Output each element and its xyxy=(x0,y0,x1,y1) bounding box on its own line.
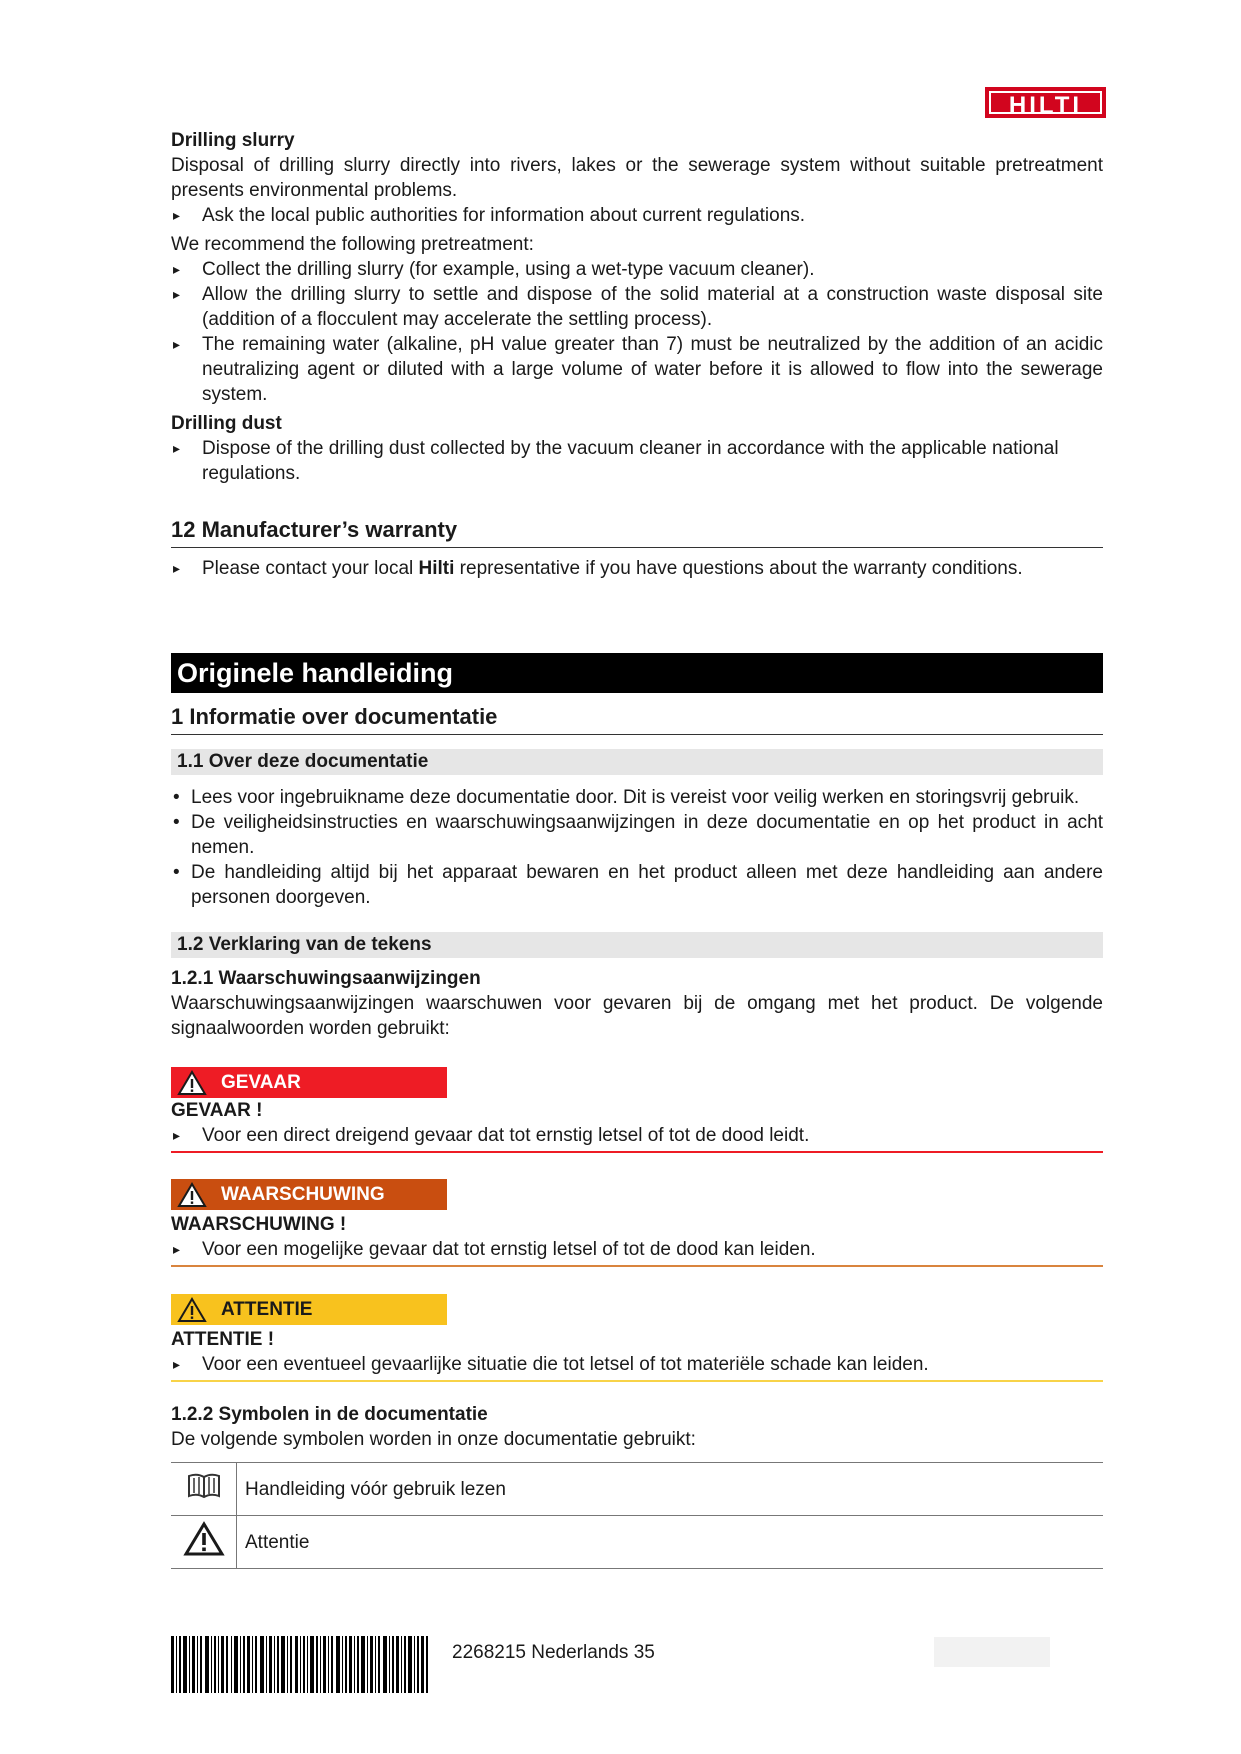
drilling-slurry-heading: Drilling slurry xyxy=(171,130,295,151)
warning-signal-label xyxy=(171,1179,447,1210)
drilling-dust-heading: Drilling dust xyxy=(171,413,282,434)
caution-signal-label xyxy=(171,1294,447,1325)
list-item: ▸ Ask the local public authorities for information about current regulations. xyxy=(171,203,1103,228)
warning-icon xyxy=(183,1521,225,1557)
table-row xyxy=(171,1463,1103,1516)
section1-heading: 1 Informatie over documentatie xyxy=(171,703,1103,735)
list-item: • De veiligheidsinstructies en waarschuwingsaanwijzingen in deze documentatie en op het product in acht nemen. xyxy=(171,810,1103,860)
barcode xyxy=(171,1636,428,1693)
section-banner: Originele handleiding xyxy=(171,653,1103,693)
danger-signal-label xyxy=(171,1067,447,1098)
warranty-list xyxy=(171,556,1103,581)
list-item: ▸ Voor een eventueel gevaarlijke situatie die tot letsel of tot materiële schade kan leiden. xyxy=(171,1352,1103,1377)
warning-title: WAARSCHUWING ! xyxy=(171,1214,347,1235)
list-item: • Lees voor ingebruikname deze documentatie door. Dit is vereist voor veilig werken en storingsvrij gebruik. xyxy=(171,785,1103,810)
list-item: ▸ Voor een direct dreigend gevaar dat tot ernstig letsel of tot de dood leidt. xyxy=(171,1123,1103,1148)
warranty-heading: 12 Manufacturer’s warranty xyxy=(171,516,1103,548)
section1-2-1-heading: 1.2.1 Waarschuwingsaanwijzingen xyxy=(171,968,481,989)
danger-title: GEVAAR ! xyxy=(171,1100,263,1121)
list-item: • De handleiding altijd bij het apparaat bewaren en het product alleen met deze handleiding aan andere personen doorgeven. xyxy=(171,860,1103,910)
caution-title: ATTENTIE ! xyxy=(171,1329,275,1350)
page-footer: 2268215 Nederlands 35 xyxy=(452,1642,655,1663)
footer-placeholder-box xyxy=(934,1637,1050,1667)
drilling-slurry-bullet-list xyxy=(171,203,1103,228)
symbols-intro: De volgende symbolen worden in onze documentatie gebruikt: xyxy=(171,1429,696,1450)
danger-label-text: GEVAAR xyxy=(221,1072,301,1093)
caution-block xyxy=(171,1352,1103,1382)
warning-icon xyxy=(177,1182,207,1208)
warranty-text-start: Please contact your local xyxy=(202,558,419,579)
hilti-logo: HILTI xyxy=(985,87,1106,118)
warning-icon xyxy=(177,1297,207,1323)
documentation-bullets xyxy=(171,785,1103,910)
book-icon xyxy=(185,1471,223,1501)
section1-2-heading: 1.2 Verklaring van de tekens xyxy=(171,932,1103,958)
drilling-dust-list xyxy=(171,436,1103,486)
section1-2-2-heading: 1.2.2 Symbolen in de documentatie xyxy=(171,1404,488,1425)
symbol-description: Handleiding vóór gebruik lezen xyxy=(237,1463,1104,1516)
warning-intro: Waarschuwingsaanwijzingen waarschuwen voor gevaren bij de omgang met het product. De volgende signaalwoorden worden gebruikt: xyxy=(171,993,1103,1039)
table-row xyxy=(171,1516,1103,1569)
drilling-slurry-intro: Disposal of drilling slurry directly into rivers, lakes or the sewerage system without suitable pretreatment presents environmental problems. xyxy=(171,155,1103,201)
symbol-description: Attentie xyxy=(237,1516,1104,1569)
section1-1-heading: 1.1 Over deze documentatie xyxy=(171,749,1103,775)
danger-block xyxy=(171,1123,1103,1153)
symbols-table xyxy=(171,1462,1103,1569)
list-item: ▸ The remaining water (alkaline, pH value greater than 7) must be neutralized by the addition of an acidic neutralizing agent or diluted with a large volume of water before it is allowed to flow into the sewerage system. xyxy=(171,332,1103,407)
warning-icon xyxy=(177,1070,207,1096)
list-item xyxy=(171,556,1103,581)
warning-block xyxy=(171,1237,1103,1267)
warranty-brand: Hilti xyxy=(418,558,455,579)
page-content xyxy=(171,128,1103,1569)
list-item: ▸ Allow the drilling slurry to settle and dispose of the solid material at a construction waste disposal site (addition of a flocculent may accelerate the settling process). xyxy=(171,282,1103,332)
recommend-text: We recommend the following pretreatment: xyxy=(171,234,534,255)
list-item: ▸ Dispose of the drilling dust collected by the vacuum cleaner in accordance with the applicable national regulations. xyxy=(171,436,1103,486)
list-item: ▸ Voor een mogelijke gevaar dat tot ernstig letsel of tot de dood kan leiden. xyxy=(171,1237,1103,1262)
warning-label-text: WAARSCHUWING xyxy=(221,1184,385,1205)
caution-label-text: ATTENTIE xyxy=(221,1299,313,1320)
pretreatment-steps xyxy=(171,257,1103,407)
warranty-text-end: representative if you have questions about the warranty conditions. xyxy=(454,558,1023,579)
list-item: ▸ Collect the drilling slurry (for example, using a wet-type vacuum cleaner). xyxy=(171,257,1103,282)
